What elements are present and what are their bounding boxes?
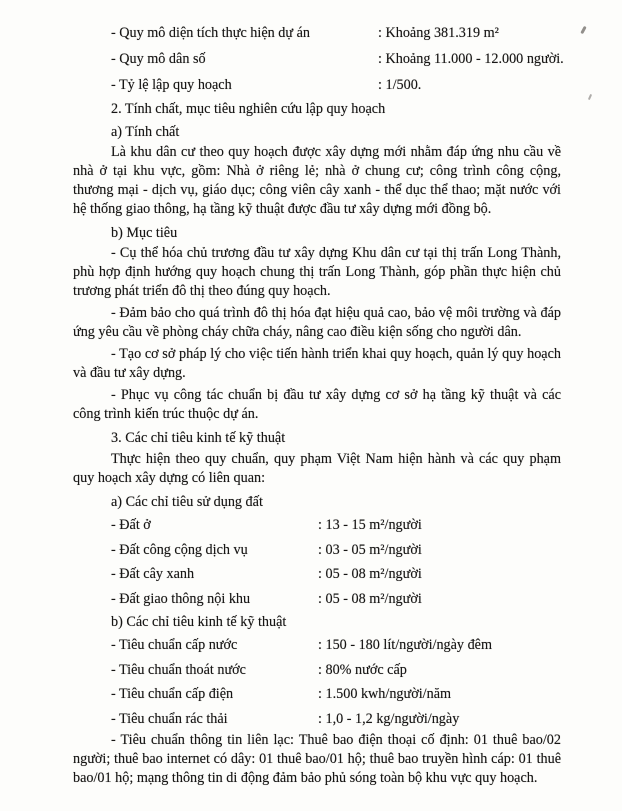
indicator-label: - Đất cây xanh xyxy=(111,566,195,582)
spec-row-scale xyxy=(73,72,561,98)
land-row-internal-traffic xyxy=(73,587,561,612)
scan-speck-icon xyxy=(580,26,586,34)
section-2-heading: 2. Tính chất, mục tiêu nghiên cứu lập quy hoạch xyxy=(111,101,386,117)
spec-value: : 1/500. xyxy=(378,77,422,93)
indicator-value: : 80% nước cấp xyxy=(318,661,407,678)
indicator-label: - Tiêu chuẩn cấp điện xyxy=(111,686,234,702)
tech-row-drainage xyxy=(73,658,561,683)
spec-label: - Quy mô dân số xyxy=(111,51,206,67)
indicator-value: : 1.500 kwh/người/năm xyxy=(318,686,452,702)
spec-value: : Khoảng 381.319 m² xyxy=(378,25,499,41)
spec-label: - Quy mô diện tích thực hiện dự án xyxy=(111,25,310,41)
land-row-residential xyxy=(73,513,561,538)
indicator-label: - Đất công cộng dịch vụ xyxy=(111,541,248,558)
section-3a-subheading: a) Các chỉ tiêu sử dụng đất xyxy=(111,494,263,510)
section-2a-subheading: a) Tính chất xyxy=(111,124,180,140)
goal-paragraph: - Đảm bảo cho quá trình đô thị hóa đạt hiệu quả cao, bảo vệ môi trường và đáp ứng yêu cầu về phòng cháy chữa cháy, nâng cao điều kiện sống cho người dân. xyxy=(73,305,561,340)
indicator-label: - Tiêu chuẩn cấp nước xyxy=(111,637,238,653)
section-3-heading: 3. Các chỉ tiêu kinh tế kỹ thuật xyxy=(111,430,286,446)
spec-row-population xyxy=(73,46,564,72)
goal-paragraph: - Phục vụ công tác chuẩn bị đầu tư xây dựng cơ sở hạ tầng kỹ thuật và các công trình kiến trúc thuộc dự án. xyxy=(73,387,561,422)
section-3-intro-paragraph: Thực hiện theo quy chuẩn, quy phạm Việt Nam hiện hành và các quy phạm quy hoạch xây dựng có liên quan: xyxy=(73,451,561,486)
spec-value: : Khoảng 11.000 - 12.000 người. xyxy=(378,51,564,67)
indicator-label: - Tiêu chuẩn thoát nước xyxy=(111,661,246,678)
indicator-label: - Đất ở xyxy=(111,517,151,533)
section-2a-paragraph: Là khu dân cư theo quy hoạch được xây dựng mới nhằm đáp ứng nhu cầu về nhà ở tại khu vực, gồm: Nhà ở riêng lẻ; nhà ở chung cư; công trình công cộng, thương mại - dịch vụ, giáo dục; công viên cây xanh - thể dục thể thao; mặt nước với hệ thống giao thông, hạ tầng kỹ thuật được đầu tư xây dựng mới đồng bộ. xyxy=(73,144,561,217)
spec-row-area xyxy=(73,20,561,46)
land-row-greenery xyxy=(73,562,561,587)
indicator-value: : 13 - 15 m²/người xyxy=(318,517,422,533)
indicator-label: - Đất giao thông nội khu xyxy=(111,590,251,607)
indicator-value: : 05 - 08 m²/người xyxy=(318,590,422,607)
land-row-public-service xyxy=(73,538,561,563)
spec-label: - Tỷ lệ lập quy hoạch xyxy=(111,77,232,93)
tech-row-electricity xyxy=(73,682,561,707)
land-use-indicator-list xyxy=(73,513,561,611)
indicator-label: - Tiêu chuẩn rác thải xyxy=(111,710,228,727)
technical-indicator-list xyxy=(73,633,561,731)
indicator-value: : 150 - 180 lít/người/ngày đêm xyxy=(318,637,492,653)
indicator-value: : 05 - 08 m²/người xyxy=(318,566,422,582)
section-3b-subheading: b) Các chỉ tiêu kinh tế kỹ thuật xyxy=(111,614,287,630)
goal-paragraph: - Tạo cơ sở pháp lý cho việc tiến hành triển khai quy hoạch, quản lý quy hoạch và đầu tư xây dựng. xyxy=(73,346,561,381)
telecom-standard-paragraph: - Tiêu chuẩn thông tin liên lạc: Thuê bao điện thoại cố định: 01 thuê bao/02 người; thuê bao internet có dây: 01 thuê bao/01 hộ; thuê bao truyền hình cáp: 01 thuê bao/01 hộ; mạng thông tin di động đảm bảo phủ sóng toàn bộ khu vực quy hoạch. xyxy=(73,732,561,786)
indicator-value: : 03 - 05 m²/người xyxy=(318,541,422,558)
section-2b-subheading: b) Mục tiêu xyxy=(111,225,178,241)
tech-row-water-supply xyxy=(73,633,561,658)
tech-row-waste xyxy=(73,707,561,732)
project-spec-list xyxy=(73,20,564,98)
scan-speck-icon xyxy=(588,94,592,100)
goal-paragraph: - Cụ thể hóa chủ trương đầu tư xây dựng Khu dân cư tại thị trấn Long Thành, phù hợp định hướng quy hoạch chung thị trấn Long Thành, góp phần thực hiện chủ trương phát triển đô thị theo đúng quy hoạch. xyxy=(73,245,561,299)
indicator-value: : 1,0 - 1,2 kg/người/ngày xyxy=(318,710,460,727)
